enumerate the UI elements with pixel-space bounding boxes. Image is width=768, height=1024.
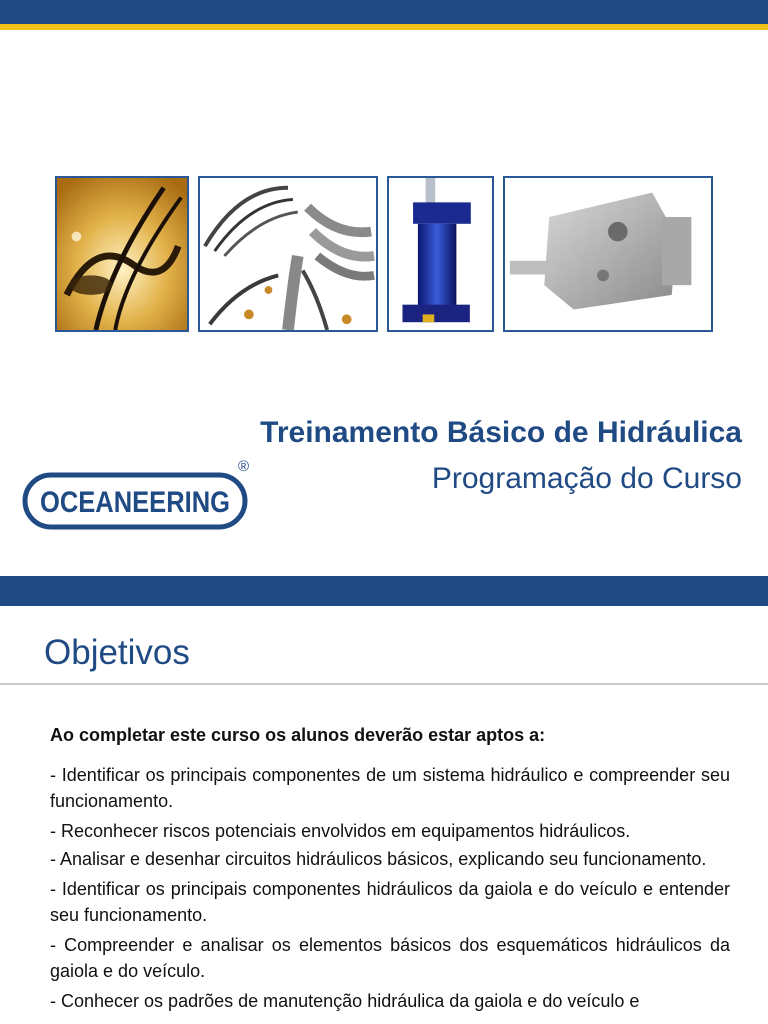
oceaneering-logo [22, 472, 248, 530]
section-heading: Objetivos [44, 633, 190, 672]
presentation-subtitle: Programação do Curso [431, 462, 742, 495]
objective-item: - Identificar os principais componentes de um sistema hidráulico e compreender seu funcionamento. [50, 765, 730, 811]
objective-item: - Compreender e analisar os elementos básicos dos esquemáticos hidráulicos da gaiola e do veículo. [50, 935, 730, 981]
hydraulic-cylinder-photo [387, 176, 494, 332]
objective-item: - Analisar e desenhar circuitos hidráulicos básicos, explicando seu funcionamento. [50, 849, 707, 869]
top-accent-stripe [0, 24, 768, 30]
hydraulic-pump-photo [503, 176, 713, 332]
objectives-intro: Ao completar este curso os alunos deverão estar aptos a: [50, 725, 546, 745]
top-banner-bar [0, 0, 768, 24]
objective-item: - Conhecer os padrões de manutenção hidráulica da gaiola e do veículo e [50, 991, 640, 1011]
oil-splash-photo [55, 176, 189, 332]
objective-item: - Identificar os principais componentes hidráulicos da gaiola e do veículo e entender seu funcionamento. [50, 879, 730, 925]
objectives-body [50, 722, 730, 1016]
presentation-title: Treinamento Básico de Hidráulica [260, 416, 742, 449]
section-banner-bar [0, 576, 768, 606]
registered-mark: ® [238, 458, 250, 475]
objective-item: - Reconhecer riscos potenciais envolvidos em equipamentos hidráulicos. [50, 821, 631, 841]
section-divider [0, 683, 768, 685]
hydraulic-hoses-photo [198, 176, 378, 332]
svg-text:OCEANEERING: OCEANEERING [40, 486, 230, 519]
